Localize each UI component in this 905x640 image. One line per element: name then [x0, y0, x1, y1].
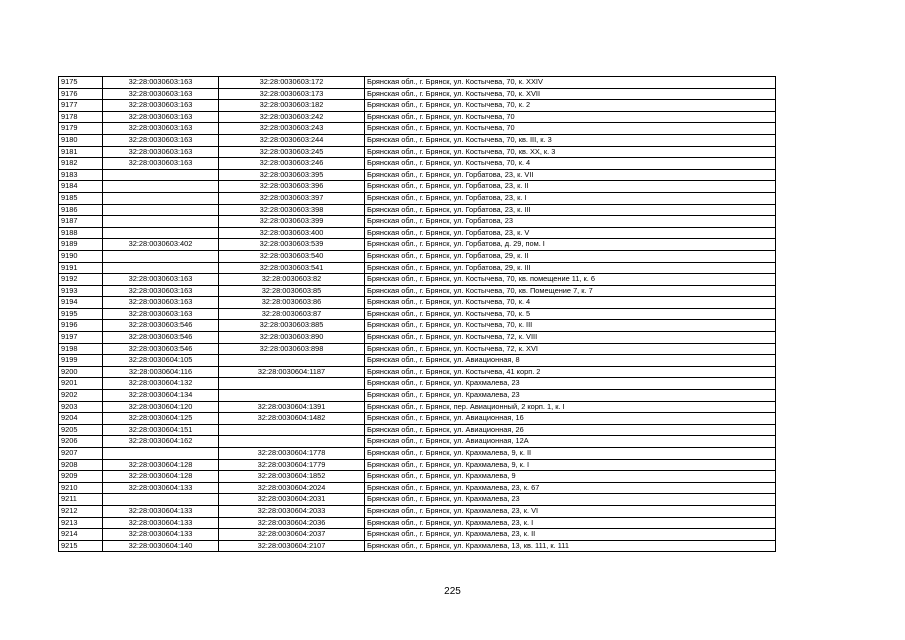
- row-number-cell: 9190: [59, 250, 103, 262]
- parcel-number-cell: 32:28:0030604:151: [103, 424, 219, 436]
- parcel-number-cell: 32:28:0030604:162: [103, 436, 219, 448]
- object-number-cell: 32:28:0030604:1779: [219, 459, 365, 471]
- table-row: [59, 134, 776, 146]
- address-cell: Брянская обл., г. Брянск, ул. Горбатова, д. 29, пом. I: [365, 239, 776, 251]
- object-number-cell: 32:28:0030603:898: [219, 343, 365, 355]
- object-number-cell: 32:28:0030604:2031: [219, 494, 365, 506]
- parcel-number-cell: 32:28:0030603:163: [103, 88, 219, 100]
- object-number-cell: 32:28:0030603:246: [219, 158, 365, 170]
- parcel-number-cell: 32:28:0030603:163: [103, 308, 219, 320]
- object-number-cell: 32:28:0030603:182: [219, 100, 365, 112]
- object-number-cell: 32:28:0030603:399: [219, 216, 365, 228]
- address-cell: Брянская обл., г. Брянск, ул. Крахмалева, 23, к. 67: [365, 482, 776, 494]
- parcel-number-cell: 32:28:0030603:402: [103, 239, 219, 251]
- parcel-number-cell: 32:28:0030604:128: [103, 459, 219, 471]
- object-number-cell: 32:28:0030603:173: [219, 88, 365, 100]
- table-row: [59, 482, 776, 494]
- address-cell: Брянская обл., г. Брянск, ул. Авиационная, 12А: [365, 436, 776, 448]
- address-cell: Брянская обл., г. Брянск, ул. Костычева, 70, к. 5: [365, 308, 776, 320]
- parcel-number-cell: 32:28:0030604:133: [103, 505, 219, 517]
- parcel-number-cell: 32:28:0030603:163: [103, 123, 219, 135]
- row-number-cell: 9185: [59, 192, 103, 204]
- object-number-cell: [219, 436, 365, 448]
- table-row: [59, 401, 776, 413]
- parcel-number-cell: [103, 227, 219, 239]
- table-row: [59, 471, 776, 483]
- parcel-number-cell: 32:28:0030604:132: [103, 378, 219, 390]
- address-cell: Брянская обл., г. Брянск, ул. Крахмалева, 23, к. II: [365, 529, 776, 541]
- parcel-number-cell: [103, 250, 219, 262]
- table-row: [59, 505, 776, 517]
- object-number-cell: 32:28:0030603:541: [219, 262, 365, 274]
- row-number-cell: 9206: [59, 436, 103, 448]
- address-cell: Брянская обл., г. Брянск, ул. Крахмалева, 9, к. II: [365, 448, 776, 460]
- row-number-cell: 9202: [59, 390, 103, 402]
- address-cell: Брянская обл., г. Брянск, ул. Авиационная, 8: [365, 355, 776, 367]
- table-row: [59, 424, 776, 436]
- address-cell: Брянская обл., г. Брянск, ул. Авиационная, 16: [365, 413, 776, 425]
- table-row: [59, 250, 776, 262]
- table-row: [59, 320, 776, 332]
- parcel-number-cell: 32:28:0030604:128: [103, 471, 219, 483]
- row-number-cell: 9210: [59, 482, 103, 494]
- row-number-cell: 9199: [59, 355, 103, 367]
- row-number-cell: 9183: [59, 169, 103, 181]
- row-number-cell: 9188: [59, 227, 103, 239]
- table-row: [59, 297, 776, 309]
- address-cell: Брянская обл., г. Брянск, ул. Костычева, 72, к. VIII: [365, 332, 776, 344]
- address-cell: Брянская обл., г. Брянск, ул. Горбатова, 23: [365, 216, 776, 228]
- table-row: [59, 88, 776, 100]
- object-number-cell: 32:28:0030603:395: [219, 169, 365, 181]
- table-row: [59, 436, 776, 448]
- object-number-cell: 32:28:0030603:890: [219, 332, 365, 344]
- address-cell: Брянская обл., г. Брянск, ул. Горбатова, 29, к. III: [365, 262, 776, 274]
- address-cell: Брянская обл., г. Брянск, ул. Костычева, 41 корп. 2: [365, 366, 776, 378]
- address-cell: Брянская обл., г. Брянск, ул. Крахмалева, 13, кв. 111, к. 111: [365, 540, 776, 552]
- row-number-cell: 9200: [59, 366, 103, 378]
- object-number-cell: 32:28:0030604:2037: [219, 529, 365, 541]
- parcel-number-cell: [103, 169, 219, 181]
- parcel-number-cell: [103, 204, 219, 216]
- parcel-number-cell: 32:28:0030603:546: [103, 320, 219, 332]
- object-number-cell: 32:28:0030603:539: [219, 239, 365, 251]
- address-cell: Брянская обл., г. Брянск, ул. Костычева, 72, к. XVI: [365, 343, 776, 355]
- table-row: [59, 332, 776, 344]
- table-row: [59, 227, 776, 239]
- address-cell: Брянская обл., г. Брянск, ул. Костычева, 70, кв. помещение 11, к. 6: [365, 274, 776, 286]
- row-number-cell: 9195: [59, 308, 103, 320]
- object-number-cell: [219, 424, 365, 436]
- object-number-cell: 32:28:0030604:1482: [219, 413, 365, 425]
- parcel-number-cell: [103, 192, 219, 204]
- address-cell: Брянская обл., г. Брянск, ул. Костычева, 70, к. 4: [365, 297, 776, 309]
- table-row: [59, 355, 776, 367]
- address-cell: Брянская обл., г. Брянск, ул. Горбатова, 23, к. VII: [365, 169, 776, 181]
- object-number-cell: [219, 390, 365, 402]
- row-number-cell: 9182: [59, 158, 103, 170]
- address-cell: Брянская обл., г. Брянск, ул. Костычева, 70, к. XXIV: [365, 77, 776, 89]
- address-cell: Брянская обл., г. Брянск, ул. Горбатова, 23, к. V: [365, 227, 776, 239]
- address-cell: Брянская обл., г. Брянск, ул. Костычева, 70, кв. III, к. 3: [365, 134, 776, 146]
- parcel-number-cell: 32:28:0030603:163: [103, 111, 219, 123]
- row-number-cell: 9187: [59, 216, 103, 228]
- table-row: [59, 77, 776, 89]
- table-row: [59, 204, 776, 216]
- table-row: [59, 529, 776, 541]
- table-row: [59, 285, 776, 297]
- row-number-cell: 9193: [59, 285, 103, 297]
- object-number-cell: 32:28:0030603:242: [219, 111, 365, 123]
- table-row: [59, 274, 776, 286]
- parcel-number-cell: 32:28:0030603:163: [103, 146, 219, 158]
- table-row: [59, 158, 776, 170]
- address-cell: Брянская обл., г. Брянск, ул. Костычева, 70: [365, 111, 776, 123]
- parcel-number-cell: 32:28:0030603:163: [103, 297, 219, 309]
- row-number-cell: 9178: [59, 111, 103, 123]
- table-row: [59, 390, 776, 402]
- parcel-number-cell: 32:28:0030604:105: [103, 355, 219, 367]
- parcel-number-cell: 32:28:0030603:163: [103, 158, 219, 170]
- object-number-cell: 32:28:0030604:1852: [219, 471, 365, 483]
- row-number-cell: 9186: [59, 204, 103, 216]
- row-number-cell: 9194: [59, 297, 103, 309]
- object-number-cell: 32:28:0030604:2024: [219, 482, 365, 494]
- row-number-cell: 9214: [59, 529, 103, 541]
- address-cell: Брянская обл., г. Брянск, ул. Крахмалева, 9: [365, 471, 776, 483]
- address-cell: Брянская обл., г. Брянск, ул. Костычева, 70: [365, 123, 776, 135]
- object-number-cell: 32:28:0030603:397: [219, 192, 365, 204]
- table-row: [59, 239, 776, 251]
- object-number-cell: 32:28:0030604:2033: [219, 505, 365, 517]
- address-cell: Брянская обл., г. Брянск, ул. Крахмалева, 23, к. I: [365, 517, 776, 529]
- row-number-cell: 9179: [59, 123, 103, 135]
- parcel-number-cell: 32:28:0030604:134: [103, 390, 219, 402]
- table-row: [59, 448, 776, 460]
- row-number-cell: 9204: [59, 413, 103, 425]
- table-row: [59, 216, 776, 228]
- object-number-cell: 32:28:0030603:540: [219, 250, 365, 262]
- object-number-cell: 32:28:0030603:243: [219, 123, 365, 135]
- table-row: [59, 540, 776, 552]
- parcel-number-cell: 32:28:0030604:140: [103, 540, 219, 552]
- table-row: [59, 308, 776, 320]
- row-number-cell: 9175: [59, 77, 103, 89]
- address-cell: Брянская обл., г. Брянск, ул. Костычева, 70, к. XVII: [365, 88, 776, 100]
- object-number-cell: 32:28:0030603:86: [219, 297, 365, 309]
- table-row: [59, 100, 776, 112]
- object-number-cell: 32:28:0030604:1391: [219, 401, 365, 413]
- row-number-cell: 9198: [59, 343, 103, 355]
- parcel-number-cell: [103, 448, 219, 460]
- object-number-cell: [219, 355, 365, 367]
- address-cell: Брянская обл., г. Брянск, ул. Костычева, 70, кв. Помещение 7, к. 7: [365, 285, 776, 297]
- object-number-cell: 32:28:0030603:398: [219, 204, 365, 216]
- table-row: [59, 262, 776, 274]
- row-number-cell: 9184: [59, 181, 103, 193]
- table-row: [59, 343, 776, 355]
- parcel-number-cell: [103, 181, 219, 193]
- parcel-number-cell: 32:28:0030603:163: [103, 134, 219, 146]
- page-number: 225: [444, 586, 461, 597]
- row-number-cell: 9211: [59, 494, 103, 506]
- address-cell: Брянская обл., г. Брянск, ул. Крахмалева, 9, к. I: [365, 459, 776, 471]
- row-number-cell: 9181: [59, 146, 103, 158]
- parcel-number-cell: 32:28:0030604:120: [103, 401, 219, 413]
- object-number-cell: 32:28:0030603:244: [219, 134, 365, 146]
- parcel-number-cell: 32:28:0030603:546: [103, 343, 219, 355]
- row-number-cell: 9213: [59, 517, 103, 529]
- parcel-number-cell: 32:28:0030603:163: [103, 274, 219, 286]
- row-number-cell: 9205: [59, 424, 103, 436]
- object-number-cell: [219, 378, 365, 390]
- address-cell: Брянская обл., г. Брянск, ул. Горбатова, 23, к. II: [365, 181, 776, 193]
- address-cell: Брянская обл., г. Брянск, ул. Костычева, 70, к. 2: [365, 100, 776, 112]
- table-row: [59, 494, 776, 506]
- row-number-cell: 9189: [59, 239, 103, 251]
- table-row: [59, 517, 776, 529]
- address-cell: Брянская обл., г. Брянск, ул. Горбатова, 23, к. III: [365, 204, 776, 216]
- row-number-cell: 9208: [59, 459, 103, 471]
- object-number-cell: 32:28:0030603:85: [219, 285, 365, 297]
- address-cell: Брянская обл., г. Брянск, ул. Горбатова, 23, к. I: [365, 192, 776, 204]
- address-cell: Брянская обл., г. Брянск, ул. Костычева, 70, к. III: [365, 320, 776, 332]
- parcel-number-cell: 32:28:0030603:163: [103, 77, 219, 89]
- table-row: [59, 111, 776, 123]
- object-number-cell: 32:28:0030604:1187: [219, 366, 365, 378]
- parcel-number-cell: [103, 494, 219, 506]
- object-number-cell: 32:28:0030604:2107: [219, 540, 365, 552]
- table-row: [59, 169, 776, 181]
- object-number-cell: 32:28:0030603:396: [219, 181, 365, 193]
- parcel-number-cell: 32:28:0030603:546: [103, 332, 219, 344]
- address-cell: Брянская обл., г. Брянск, ул. Крахмалева, 23: [365, 390, 776, 402]
- table-row: [59, 181, 776, 193]
- table-row: [59, 192, 776, 204]
- register-table: [58, 76, 776, 552]
- row-number-cell: 9191: [59, 262, 103, 274]
- table-row: [59, 378, 776, 390]
- object-number-cell: 32:28:0030604:1778: [219, 448, 365, 460]
- parcel-number-cell: 32:28:0030604:125: [103, 413, 219, 425]
- address-cell: Брянская обл., г. Брянск, ул. Авиационная, 26: [365, 424, 776, 436]
- address-cell: Брянская обл., г. Брянск, ул. Костычева, 70, кв. XX, к. 3: [365, 146, 776, 158]
- table-row: [59, 366, 776, 378]
- address-cell: Брянская обл., г. Брянск, ул. Крахмалева, 23: [365, 378, 776, 390]
- parcel-number-cell: [103, 262, 219, 274]
- object-number-cell: 32:28:0030603:245: [219, 146, 365, 158]
- address-cell: Брянская обл., г. Брянск, ул. Костычева, 70, к. 4: [365, 158, 776, 170]
- object-number-cell: 32:28:0030603:172: [219, 77, 365, 89]
- address-cell: Брянская обл., г. Брянск, ул. Крахмалева, 23: [365, 494, 776, 506]
- address-cell: Брянская обл., г. Брянск, ул. Крахмалева, 23, к. VI: [365, 505, 776, 517]
- object-number-cell: 32:28:0030604:2036: [219, 517, 365, 529]
- table-row: [59, 146, 776, 158]
- row-number-cell: 9177: [59, 100, 103, 112]
- parcel-number-cell: 32:28:0030604:133: [103, 529, 219, 541]
- object-number-cell: 32:28:0030603:87: [219, 308, 365, 320]
- row-number-cell: 9207: [59, 448, 103, 460]
- table-row: [59, 413, 776, 425]
- parcel-number-cell: [103, 216, 219, 228]
- row-number-cell: 9209: [59, 471, 103, 483]
- row-number-cell: 9201: [59, 378, 103, 390]
- row-number-cell: 9212: [59, 505, 103, 517]
- object-number-cell: 32:28:0030603:885: [219, 320, 365, 332]
- row-number-cell: 9180: [59, 134, 103, 146]
- row-number-cell: 9192: [59, 274, 103, 286]
- row-number-cell: 9197: [59, 332, 103, 344]
- address-cell: Брянская обл., г. Брянск, пер. Авиационный, 2 корп. 1, к. I: [365, 401, 776, 413]
- parcel-number-cell: 32:28:0030603:163: [103, 100, 219, 112]
- table-row: [59, 459, 776, 471]
- parcel-number-cell: 32:28:0030604:133: [103, 517, 219, 529]
- object-number-cell: 32:28:0030603:82: [219, 274, 365, 286]
- register-table-body: [59, 77, 776, 552]
- row-number-cell: 9203: [59, 401, 103, 413]
- parcel-number-cell: 32:28:0030604:133: [103, 482, 219, 494]
- row-number-cell: 9215: [59, 540, 103, 552]
- object-number-cell: 32:28:0030603:400: [219, 227, 365, 239]
- parcel-number-cell: 32:28:0030604:116: [103, 366, 219, 378]
- row-number-cell: 9196: [59, 320, 103, 332]
- address-cell: Брянская обл., г. Брянск, ул. Горбатова, 29, к. II: [365, 250, 776, 262]
- row-number-cell: 9176: [59, 88, 103, 100]
- table-row: [59, 123, 776, 135]
- parcel-number-cell: 32:28:0030603:163: [103, 285, 219, 297]
